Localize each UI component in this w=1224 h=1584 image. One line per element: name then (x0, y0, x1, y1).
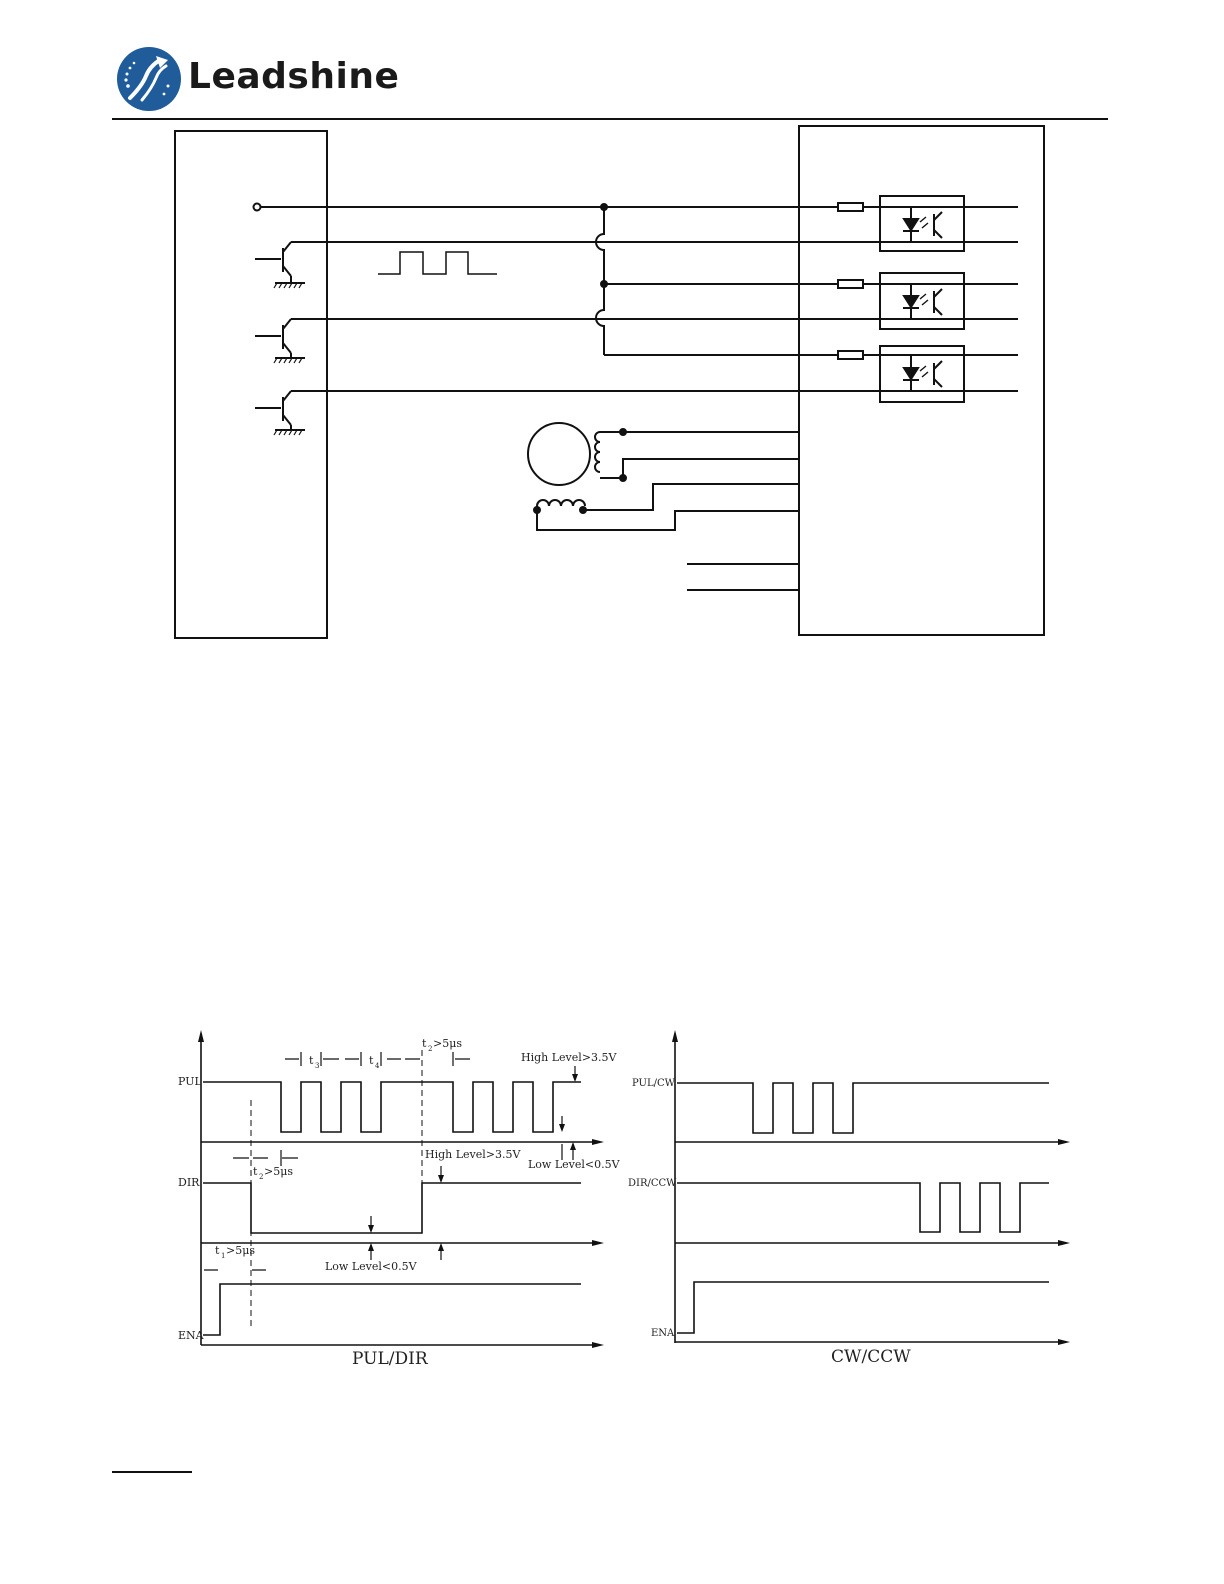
t4-label: t (369, 1054, 374, 1067)
t3-label: t (309, 1054, 314, 1067)
brand-name: Leadshine (188, 56, 400, 97)
cw-ccw-title: CW/CCW (831, 1347, 911, 1367)
ccw-label: DIR/CCW (628, 1178, 677, 1189)
t1-subscript: 1 (221, 1252, 226, 1260)
t2-dir-label: t (253, 1165, 258, 1178)
t2-top-subscript: 2 (428, 1045, 433, 1053)
ena-label: ENA (178, 1329, 204, 1342)
t1-value: >5μs (226, 1244, 256, 1257)
t2-top-label: t (422, 1037, 427, 1050)
pul-high-level: High Level>3.5V (521, 1051, 617, 1064)
pul-label: PUL (178, 1075, 202, 1088)
dir-label: DIR (178, 1176, 200, 1189)
t3-subscript: 3 (315, 1062, 320, 1070)
pul-low-level: Low Level<0.5V (528, 1158, 620, 1171)
footnote-rule (112, 1471, 192, 1473)
t1-label: t (215, 1244, 220, 1257)
cw-label: PUL/CW (632, 1078, 675, 1089)
pul-dir-title: PUL/DIR (352, 1349, 428, 1369)
t4-subscript: 4 (375, 1062, 380, 1070)
t2-top-value: >5μs (433, 1037, 463, 1050)
t2-dir-subscript: 2 (259, 1173, 264, 1181)
dir-high-level: High Level>3.5V (425, 1148, 521, 1161)
cw-ena-label: ENA (651, 1328, 675, 1339)
dir-low-level: Low Level<0.5V (325, 1260, 417, 1273)
t2-dir-value: >5μs (264, 1165, 294, 1178)
